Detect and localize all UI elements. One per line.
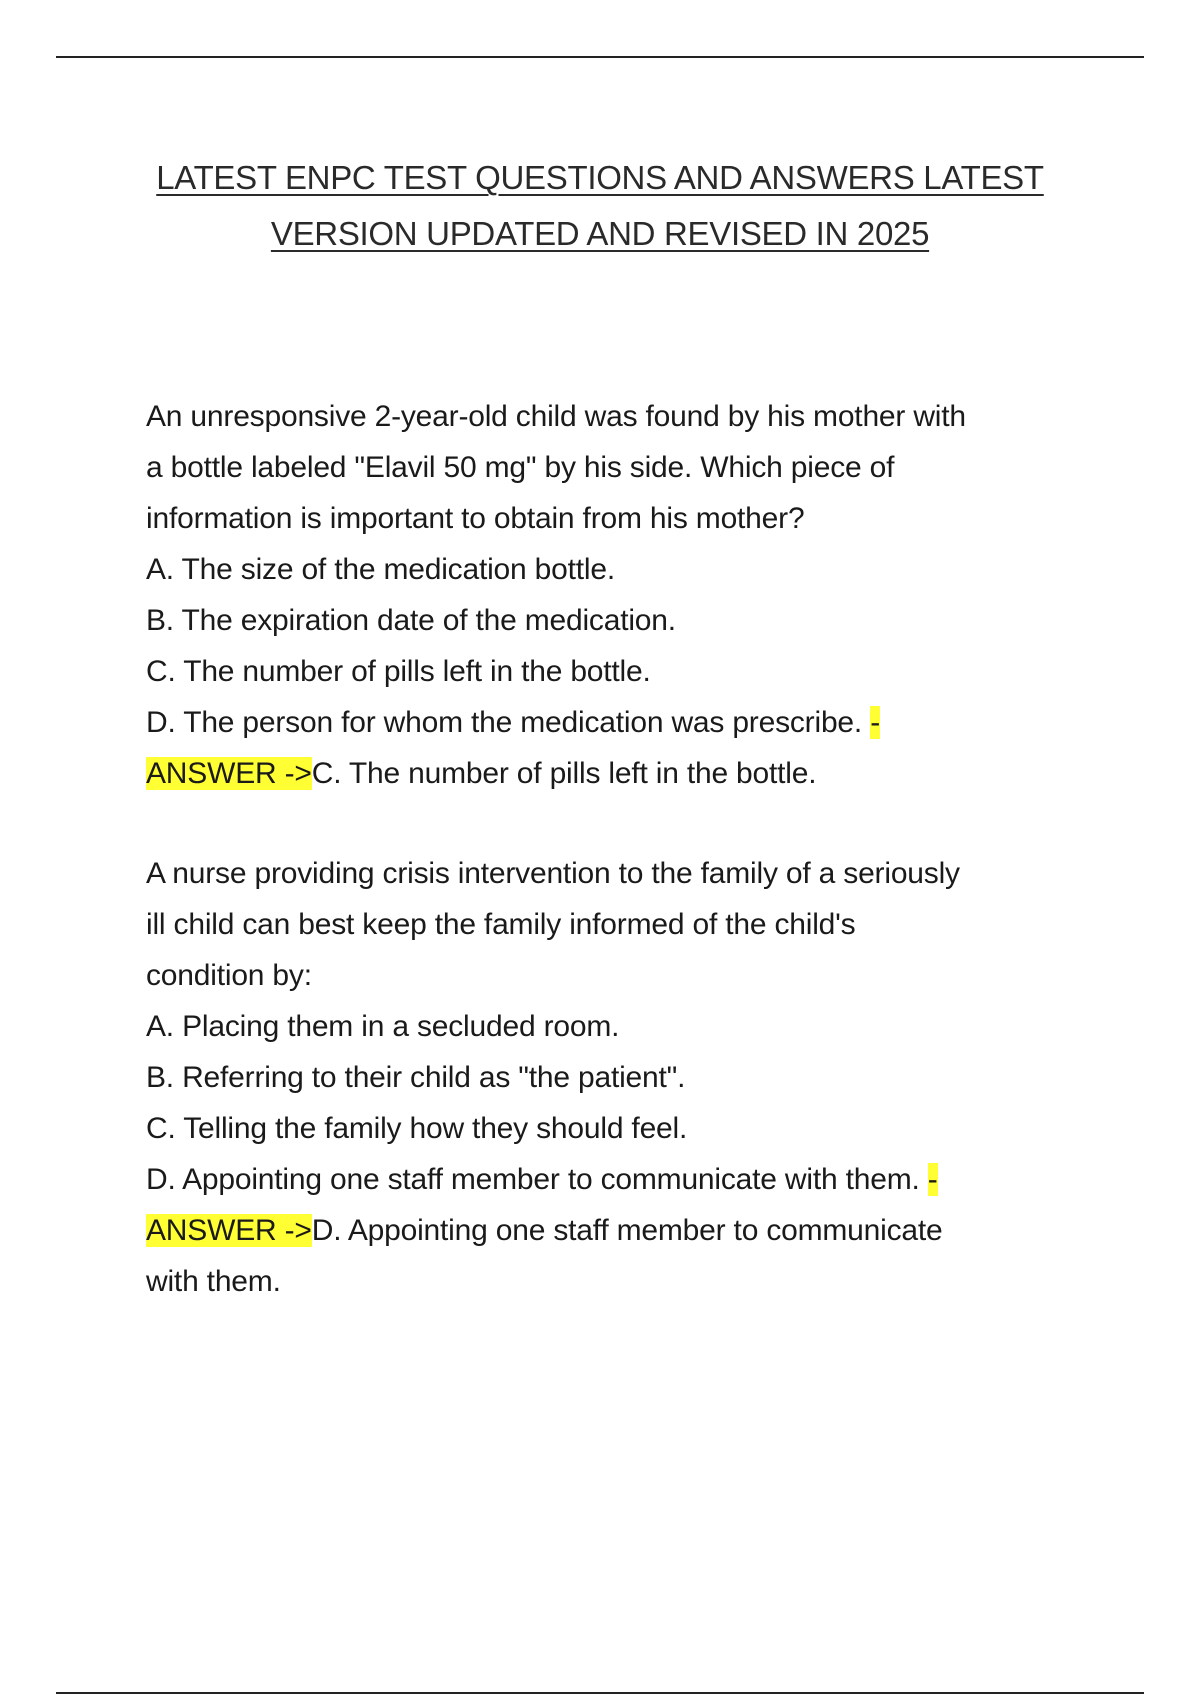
option-c: C. Telling the family how they should feel.	[146, 1112, 688, 1145]
answer-line	[146, 1205, 1096, 1256]
answer-line	[146, 748, 1096, 799]
answer-text: D. Appointing one staff member to communicate	[311, 1214, 943, 1247]
option-d: D. Appointing one staff member to communicate with them.	[146, 1163, 928, 1196]
question-stem-line: An unresponsive 2-year-old child was found by his mother with	[146, 400, 966, 433]
top-rule	[56, 56, 1144, 58]
option-a: A. Placing them in a secluded room.	[146, 1010, 620, 1043]
option-d-line	[146, 1154, 1096, 1205]
answer-text-continued: with them.	[146, 1265, 281, 1298]
answer-text: C. The number of pills left in the bottle.	[311, 757, 817, 790]
option-a: A. The size of the medication bottle.	[146, 553, 615, 586]
question-stem-line: ill child can best keep the family informed of the child's	[146, 908, 856, 941]
bottom-rule	[56, 1692, 1144, 1694]
document-title	[100, 150, 1100, 262]
question-1	[146, 391, 1096, 799]
title-line-1: LATEST ENPC TEST QUESTIONS AND ANSWERS LATEST	[156, 159, 1044, 196]
answer-dash-highlight: -	[870, 706, 880, 739]
option-c: C. The number of pills left in the bottle.	[146, 655, 651, 688]
option-b: B. The expiration date of the medication.	[146, 604, 676, 637]
option-d: D. The person for whom the medication was prescribe.	[146, 706, 871, 739]
question-2	[146, 848, 1096, 1307]
question-stem-line: condition by:	[146, 959, 312, 992]
title-line-2: VERSION UPDATED AND REVISED IN 2025	[270, 215, 930, 252]
answer-dash-highlight: -	[927, 1163, 938, 1196]
questions-content	[146, 391, 1096, 1356]
option-b: B. Referring to their child as "the patient".	[146, 1061, 686, 1094]
answer-label-highlight: ANSWER ->	[146, 1214, 312, 1247]
answer-label-highlight: ANSWER ->	[146, 757, 312, 790]
question-stem-line: information is important to obtain from his mother?	[146, 502, 805, 535]
question-stem-line: A nurse providing crisis intervention to the family of a seriously	[146, 857, 960, 890]
option-d-line	[146, 697, 1096, 748]
question-stem-line: a bottle labeled "Elavil 50 mg" by his side. Which piece of	[146, 451, 895, 484]
